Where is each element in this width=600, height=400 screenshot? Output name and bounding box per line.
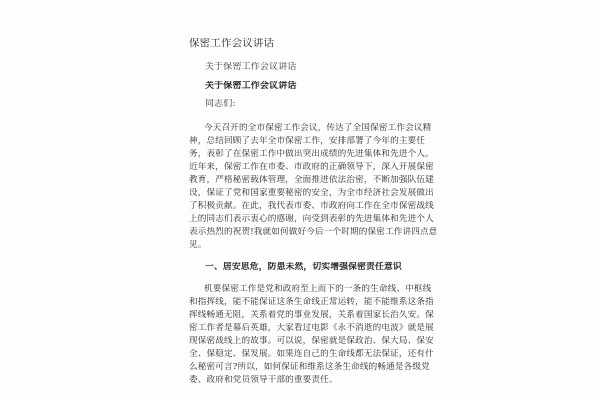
paragraph-line: 么秘密可言?所以，如何保证和维系这条生命线的畅通是各级党 — [189, 362, 430, 372]
paragraph-line: 机要保密工作是党和政府至上而下的一条的生命线、中枢线 — [204, 284, 432, 294]
paragraph-line: 设，保证了党和国家重要秘密的安全，为全市经济社会发展做出 — [189, 188, 434, 198]
paragraph-line: 务，表彰了在保密工作中做出突出成绩的先进集体和先进个人。 — [189, 149, 434, 159]
paragraph-line: 上的同志们表示衷心的感谢，向受到表彰的先进集体和先进个人 — [189, 214, 434, 224]
paragraph-line: 神，总结回顾了去年全市保密工作，安排部署了今年的主要任 — [189, 136, 426, 146]
bold-subtitle: 关于保密工作会议讲话 — [205, 81, 297, 91]
paragraph-line: 表示热烈的祝贺!我就如何做好今后一个时期的保密工作讲四点意 — [189, 227, 438, 237]
paragraph-line: 近年来，保密工作在市委、市政府的正确领导下，深入开展保密 — [189, 162, 434, 172]
paragraph-line: 现保密战线上的故事。可以说，保密就是保政治、保大局、保安 — [189, 336, 434, 346]
paragraph-line: 教育，严格秘密载体管理，全面推进依法治密，不断加强队伍建 — [189, 175, 434, 185]
paragraph-line: 见。 — [189, 240, 207, 250]
salutation: 同志们: — [205, 99, 236, 109]
paragraph-line: 和指挥线，能不能保证这条生命线正常运转，能不能维系这条指 — [189, 297, 434, 307]
paragraph-line: 今天召开的全市保密工作会议，传达了全国保密工作会议精 — [204, 123, 432, 133]
paragraph-line: 挥线畅通无阻，关系着党的事业发展，关系着国家长治久安。保 — [189, 310, 434, 320]
section-heading-1: 一、居安思危，防患未然，切实增强保密责任意识 — [205, 262, 402, 272]
paragraph-line: 委、政府和党员领导干部的重要责任。 — [189, 375, 338, 385]
paragraph-line: 全、保稳定、保发展。如果连自己的生命线都无法保证，还有什 — [189, 349, 434, 359]
subtitle-line: 关于保密工作会议讲话 — [205, 62, 297, 72]
document-title: 保密工作会议讲话 — [189, 38, 275, 49]
paragraph-line: 密工作者是幕后英雄，大家看过电影《永不消逝的电波》就是展 — [189, 323, 434, 333]
paragraph-line: 了积极贡献。在此，我代表市委、市政府向工作在全市保密战线 — [189, 201, 434, 211]
